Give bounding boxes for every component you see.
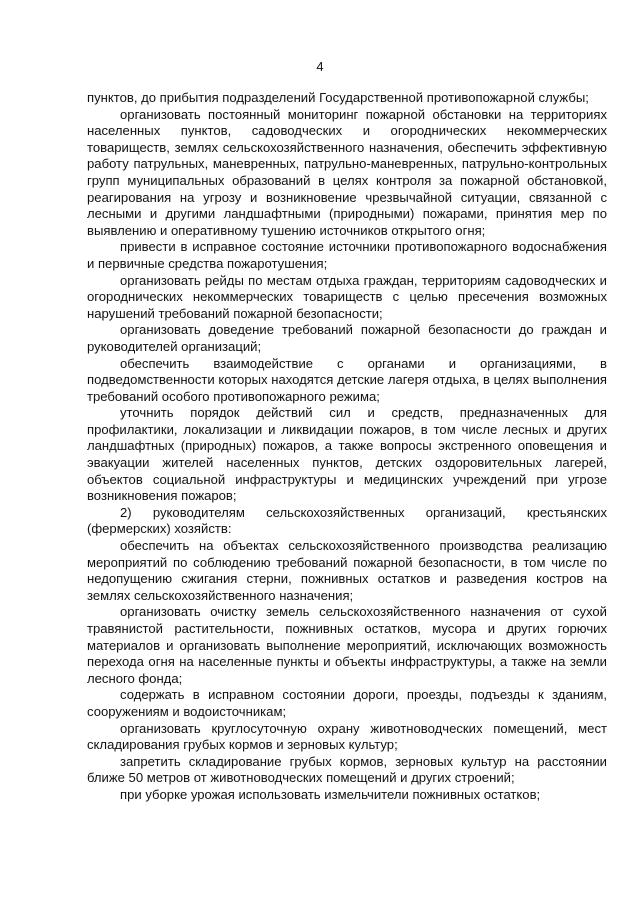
paragraph-9: обеспечить на объектах сельскохозяйственного производства реализацию мероприятий по соблюдению требований пожарной безопасности, в том числе по недопущению сжигания стерни, пожнивных остатков и разведения костров на землях сельскохозяйственного назначения; bbox=[87, 538, 607, 603]
paragraph-2: организовать постоянный мониторинг пожарной обстановки на территориях населенных пунктов, садоводческих и огороднических некоммерческих товариществ, землях сельскохозяйственного назначения, обеспечить эффективную работу патрульных, маневренных, патрульно-маневренных, патрульно-контрольных групп муниципальных образований в целях контроля за пожарной обстановкой, реагирования на угрозу и возникновение чрезвычайной ситуации, связанной с лесными и другими ландшафтными (природными) пожарами, принятия мер по выявлению и оперативному тушению источников открытого огня; bbox=[87, 106, 607, 238]
paragraph-8: 2) руководителям сельскохозяйственных организаций, крестьянских (фермерских) хозяйств: bbox=[87, 504, 607, 537]
paragraph-14: при уборке урожая использовать измельчители пожнивных остатков; bbox=[120, 786, 541, 802]
paragraph-10: организовать очистку земель сельскохозяйственного назначения от сухой травянистой растительности, пожнивных остатков, мусора и других горючих материалов и организовать выполнение мероприятий, исключающих возможность перехода огня на населенные пункты и объекты инфраструктуры, а также на земли лесного фонда; bbox=[87, 604, 607, 686]
paragraph-5: организовать доведение требований пожарной безопасности до граждан и руководителей организаций; bbox=[87, 322, 607, 354]
paragraph-7: уточнить порядок действий сил и средств, предназначенных для профилактики, локализации и ликвидации пожаров, в том числе лесных и других ландшафтных (природных) пожаров, а также вопросы экстренного оповещения и эвакуации жителей населенных пунктов, детских оздоровительных лагерей, объектов социальной инфраструктуры и медицинских учреждений при угрозе возникновения пожаров; bbox=[87, 405, 607, 504]
paragraph-12: организовать круглосуточную охрану животноводческих помещений, мест складирования грубых кормов и зерновых культур; bbox=[87, 720, 607, 753]
paragraph-6: обеспечить взаимодействие с органами и организациями, в подведомственности которых находятся детские лагеря отдыха, в целях выполнения требований особого противопожарного режима; bbox=[87, 355, 607, 404]
paragraph-11: содержать в исправном состоянии дороги, проезды, подъезды к зданиям, сооружениям и водоисточникам; bbox=[87, 687, 607, 719]
document-body bbox=[87, 90, 607, 804]
page-number: 4 bbox=[316, 59, 324, 74]
paragraph-4: организовать рейды по местам отдыха граждан, территориям садоводческих и огороднических некоммерческих товариществ с целью пресечения возможных нарушений требований пожарной безопасности; bbox=[87, 272, 607, 321]
paragraph-13: запретить складирование грубых кормов, зерновых культур на расстоянии ближе 50 метров от животноводческих помещений и других строений; bbox=[87, 753, 607, 786]
paragraph-3: привести в исправное состояние источники противопожарного водоснабжения и первичные средства пожаротушения; bbox=[87, 239, 607, 271]
paragraph-1: пунктов, до прибытия подразделений Государственной противопожарной службы; bbox=[87, 90, 589, 105]
